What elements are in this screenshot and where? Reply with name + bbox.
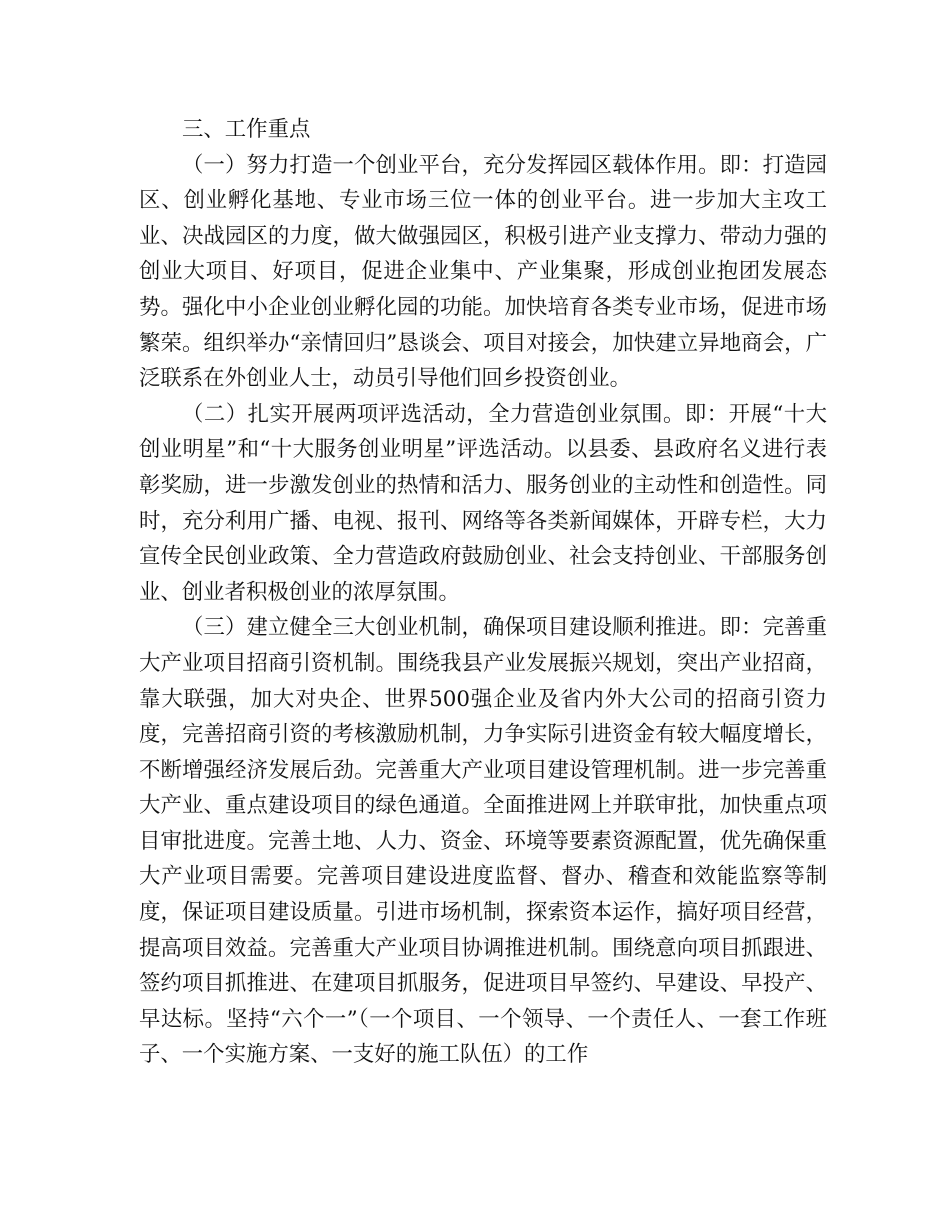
paragraph-platform: （一）努力打造一个创业平台，充分发挥园区载体作用。即：打造园区、创业孵化基地、专业市场三位一体的创业平台。进一步加大主攻工业、决战园区的力度，做大做强园区，积极引进产业支撑力、带动力强的创业大项目、好项目，促进企业集中、产业集聚，形成创业抱团发展态势。强化中小企业创业孵化园的功能。加快培育各类专业市场，促进市场繁荣。组织举办“亲情回归”恳谈会、项目对接会，加快建立异地商会，广泛联系在外创业人士，动员引导他们回乡投资创业。	[139, 152, 827, 392]
document-body	[139, 112, 827, 1073]
paragraph-selection-activities: （二）扎实开展两项评选活动，全力营造创业氛围。即：开展“十大创业明星”和“十大服务创业明星”评选活动。以县委、县政府名义进行表彰奖励，进一步激发创业的热情和活力、服务创业的主动性和创造性。同时，充分利用广播、电视、报刊、网络等各类新闻媒体，开辟专栏，大力宣传全民创业政策、全力营造政府鼓励创业、社会支持创业、干部服务创业、创业者积极创业的浓厚氛围。	[139, 401, 827, 605]
paragraph-mechanisms: （三）建立健全三大创业机制，确保项目建设顺利推进。即：完善重大产业项目招商引资机制。围绕我县产业发展振兴规划，突出产业招商，靠大联强，加大对央企、世界500强企业及省内外大公司的招商引资力度，完善招商引资的考核激励机制，力争实际引进资金有较大幅度增长，不断增强经济发展后劲。完善重大产业项目建设管理机制。进一步完善重大产业、重点建设项目的绿色通道。全面推进网上并联审批，加快重点项目审批进度。完善土地、人力、资金、环境等要素资源配置，优先确保重大产业项目需要。完善项目建设进度监督、督办、稽查和效能监察等制度，保证项目建设质量。引进市场机制，探索资本运作，搞好项目经营，提高项目效益。完善重大产业项目协调推进机制。围绕意向项目抓跟进、签约项目抓推进、在建项目抓服务，促进项目早签约、早建设、早投产、早达标。坚持“六个一”（一个项目、一个领导、一个责任人、一套工作班子、一个实施方案、一支好的施工队伍）的工作	[139, 615, 827, 1068]
section-heading: 三、工作重点	[182, 117, 311, 142]
